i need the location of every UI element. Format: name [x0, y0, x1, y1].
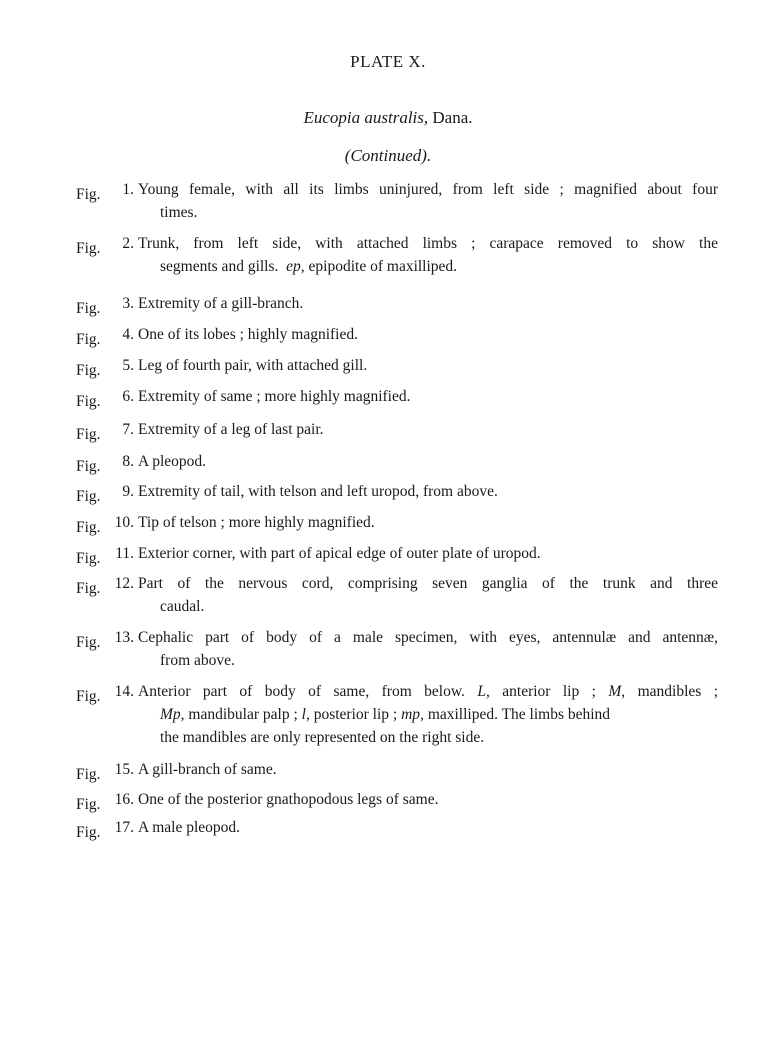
fig-number: 15. [114, 761, 134, 778]
fig-description: Extremity of a gill-branch. [138, 295, 304, 312]
fig-description: Exterior corner, with part of apical edge of outer plate of uropod. [138, 545, 541, 562]
fig-number: 4. [122, 326, 134, 343]
fig-description: Leg of fourth pair, with attached gill. [138, 357, 368, 374]
fig-description: One of the posterior gnathopodous legs of same. [138, 791, 439, 808]
fig-description: Tip of telson ; more highly magnified. [138, 514, 375, 531]
fig-number: 17. [114, 819, 134, 836]
fig-description: Extremity of tail, with telson and left uropod, from above. [138, 483, 498, 500]
fig-number: 5. [122, 357, 134, 374]
fig-number: 10. [114, 514, 134, 531]
fig-number: 9. [122, 483, 134, 500]
fig-description: Young female, with all its limbs uninjured, from left side ; magnified about four times. [138, 181, 718, 221]
fig-description: Extremity of a leg of last pair. [138, 421, 324, 438]
fig-number: 6. [122, 388, 134, 405]
fig-label: Fig. [76, 362, 101, 379]
fig-label: Fig. [76, 240, 101, 257]
fig-number: 1. [122, 181, 134, 198]
fig-number: 3. [122, 295, 134, 312]
fig-number: 7. [122, 421, 134, 438]
fig-label: Fig. [76, 426, 101, 443]
fig-number: 11. [115, 545, 134, 562]
species-heading [0, 108, 776, 128]
fig-label: Fig. [76, 300, 101, 317]
fig-description: One of its lobes ; highly magnified. [138, 326, 358, 343]
fig-label: Fig. [76, 331, 101, 348]
fig-label: Fig. [76, 519, 101, 536]
fig-description: A gill-branch of same. [138, 761, 277, 778]
fig-label: Fig. [76, 488, 101, 505]
fig-label: Fig. [76, 634, 101, 651]
species-name: Eucopia australis, [303, 108, 429, 127]
fig-number: 2. [122, 235, 134, 252]
fig-description: Part of the nervous cord, comprising seven ganglia of the trunk and three caudal. [138, 575, 718, 615]
species-author: Dana. [432, 108, 473, 127]
fig-description: Extremity of same ; more highly magnified. [138, 388, 411, 405]
fig-label: Fig. [76, 824, 101, 841]
fig-number: 14. [114, 683, 134, 700]
fig-label: Fig. [76, 393, 101, 410]
fig-label: Fig. [76, 580, 101, 597]
fig-label: Fig. [76, 688, 101, 705]
fig-label: Fig. [76, 796, 101, 813]
fig-number: 12. [114, 575, 134, 592]
fig-description: A male pleopod. [138, 819, 241, 836]
fig-label: Fig. [76, 766, 101, 783]
fig-description: Trunk, from left side, with attached limbs ; carapace removed to show the segments and gills. ep, epipodite of maxilliped. [138, 235, 718, 275]
fig-number: 13. [114, 629, 134, 646]
fig-label: Fig. [76, 550, 101, 567]
fig-description: A pleopod. [138, 453, 207, 470]
fig-label: Fig. [76, 458, 101, 475]
continued-note: (Continued). [344, 146, 432, 165]
fig-number: 8. [122, 453, 134, 470]
plate-title: PLATE X. [350, 52, 426, 71]
fig-description: Cephalic part of body of a male specimen, with eyes, antennulæ and antennæ, from above. [138, 629, 718, 669]
fig-label: Fig. [76, 186, 101, 203]
fig-description: Anterior part of body of same, from below. L, anterior lip ; M, mandibles ; Mp, mandibular palp ; l, posterior lip ; mp, maxilliped. The limbs behind the mandibles are only represented on the right side. [138, 683, 719, 746]
fig-number: 16. [114, 791, 134, 808]
